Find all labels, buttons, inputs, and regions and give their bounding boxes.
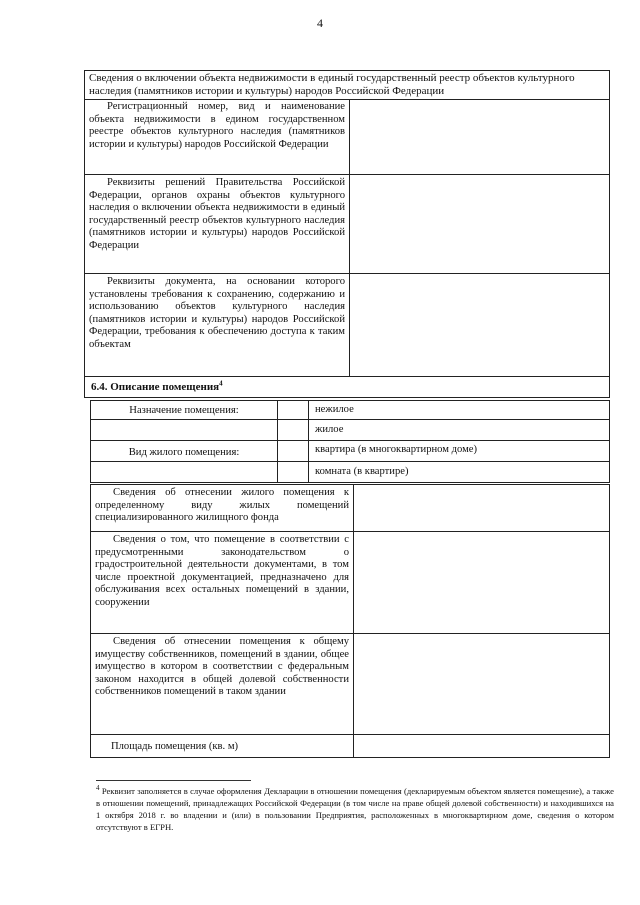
residential-type-option-1-label: квартира (в многоквартирном доме) <box>308 440 610 462</box>
footnote-separator <box>96 780 251 781</box>
residential-type-label: Вид жилого помещения: <box>90 440 278 462</box>
purpose-label: Назначение помещения: <box>90 400 278 420</box>
residential-type-option-2-label: комната (в квартире) <box>308 461 610 483</box>
premises-row-3-label: Сведения об отнесении помещения к общему имуществу собственников, помещений в здании, общее имущество в котором в соответствии с федеральным законом находится в общей долевой собственности собственников помещений в таком здании <box>90 633 354 735</box>
egrokn-row-1-label: Регистрационный номер, вид и наименование объекта недвижимости в едином государственном реестре объектов культурного наследия (памятников истории и культуры) народов Российской Федерации <box>84 99 350 175</box>
purpose-option-1-checkbox[interactable] <box>277 400 309 420</box>
footnote <box>96 785 614 833</box>
area-value[interactable] <box>353 734 610 758</box>
premises-row-2-value[interactable] <box>353 531 610 634</box>
premises-row-2-label: Сведения о том, что помещение в соответствии с предусмотренными законодательством о градостроительной деятельности документами, в том числе проектной документацией, предназначено для обслуживания всех остальных помещений в здании, сооружении <box>90 531 354 634</box>
egrokn-row-3-label: Реквизиты документа, на основании которого установлены требования к сохранению, содержанию и использованию объектов культурного наследия (памятников истории и культуры) народов Российской Федерации, требования к обеспечению доступа к таким объектам <box>84 273 350 377</box>
premises-section-title: 6.4. Описание помещения$^4$ <box>84 376 610 398</box>
purpose-blank-cell <box>90 419 278 441</box>
egrokn-header-text: Сведения о включении объекта недвижимости в единый государственный реестр объектов культурного наследия (памятников истории и культуры) народов Российской Федерации <box>89 72 575 97</box>
page-number: 4 <box>317 16 323 30</box>
purpose-option-2-label: жилое <box>308 419 610 441</box>
residential-type-blank-cell <box>90 461 278 483</box>
premises-row-4-label: Площадь помещения (кв. м) <box>90 734 354 758</box>
purpose-option-1-label: нежилое <box>308 400 610 420</box>
egrokn-header <box>84 70 610 100</box>
residential-type-option-1-checkbox[interactable] <box>277 440 309 462</box>
egrokn-row-1-value[interactable] <box>349 99 610 175</box>
egrokn-row-2-label: Реквизиты решений Правительства Российской Федерации, органов охраны объектов культурного наследия о включении объекта недвижимости в единый государственный реестр объектов культурного наследия (памятников истории и культуры) народов Российской Федерации <box>84 174 350 274</box>
premises-row-3-value[interactable] <box>353 633 610 735</box>
purpose-option-2-checkbox[interactable] <box>277 419 309 441</box>
footnote-marker: 4 <box>96 784 100 793</box>
residential-type-option-2-checkbox[interactable] <box>277 461 309 483</box>
egrokn-row-3-value[interactable] <box>349 273 610 377</box>
egrokn-row-2-value[interactable] <box>349 174 610 274</box>
footnote-ref: 4 <box>219 379 223 388</box>
premises-row-1-value[interactable] <box>353 484 610 532</box>
footnote-text: Реквизит заполняется в случае оформления Декларации в отношении помещения (декларируемым объектом является помещение), а также в отношении помещений, принадлежащих Российской Федерации (в том числе на праве общей долевой собственности) и находившихся на 1 октября 2018 г. во владении и (или) в пользовании Предприятия, расположенных в многоквартирном доме, сведения о котором отсутствуют в ЕГРН. <box>96 786 614 832</box>
premises-row-1-label: Сведения об отнесении жилого помещения к определенному виду жилых помещений специализированного жилищного фонда <box>90 484 354 532</box>
